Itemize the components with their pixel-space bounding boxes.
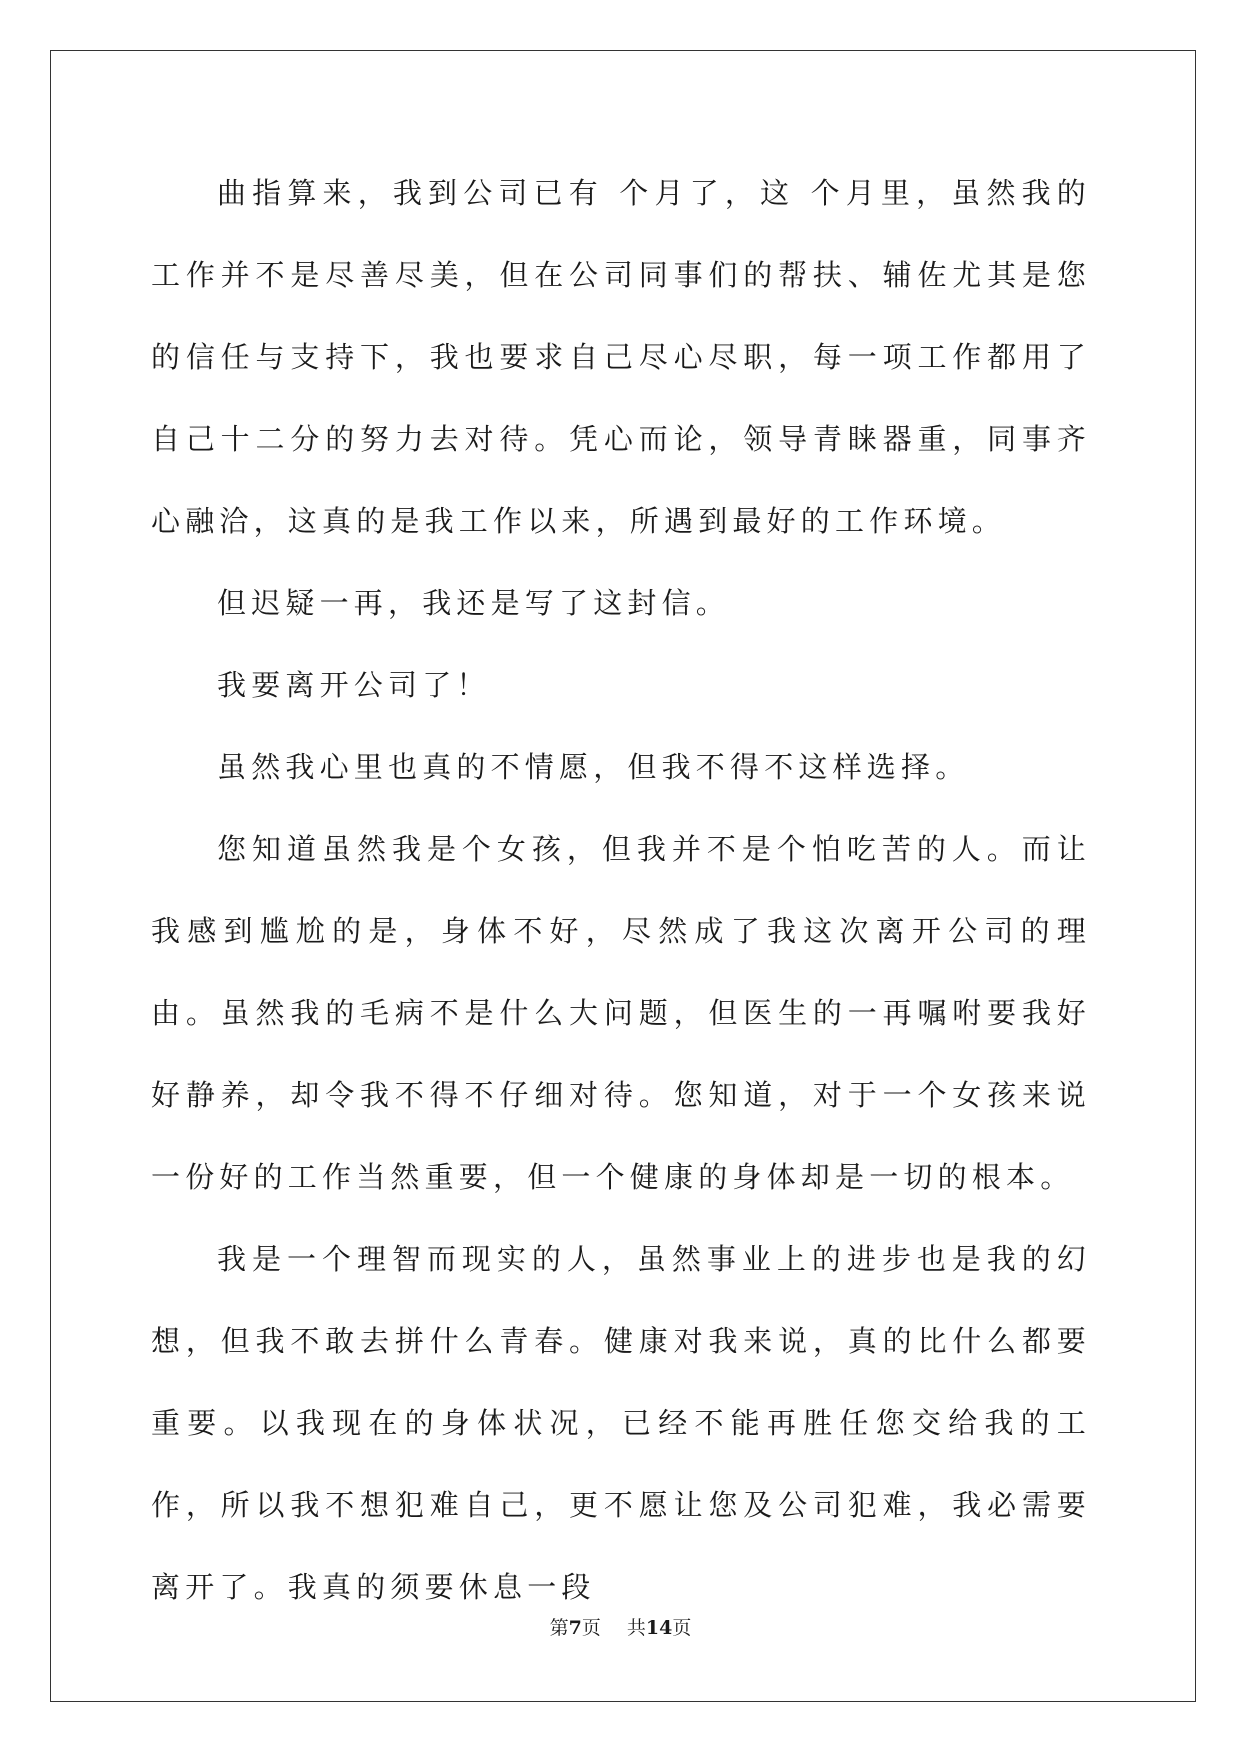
- paragraph: 我是一个理智而现实的人，虽然事业上的进步也是我的幻想，但我不敢去拼什么青春。健康对我来说，真的比什么都要重要。以我现在的身体状况，已经不能再胜任您交给我的工作，所以我不想犯难自己，更不愿让您及公司犯难，我必需要离开了。我真的须要休息一段: [151, 1242, 1091, 1604]
- paragraph: 曲指算来，我到公司已有 个月了，这 个月里，虽然我的工作并不是尽善尽美，但在公司同事们的帮扶、辅佐尤其是您的信任与支持下，我也要求自己尽心尽职，每一项工作都用了自己十二分的努力去对待。凭心而论，领导青睐器重，同事齐心融洽，这真的是我工作以来，所遇到最好的工作环境。: [151, 176, 1091, 538]
- total-page-count: 14: [645, 1617, 673, 1639]
- paragraph: 但迟疑一再，我还是写了这封信。: [217, 586, 731, 620]
- paragraph: 虽然我心里也真的不情愿，但我不得不这样选择。: [217, 750, 970, 784]
- total-suffix: 页: [672, 1617, 692, 1639]
- paragraph: 您知道虽然我是个女孩，但我并不是个怕吃苦的人。而让我感到尴尬的是，身体不好，尽然成了我这次离开公司的理由。虽然我的毛病不是什么大问题，但医生的一再嘱咐要我好好静养，却令我不得不仔细对待。您知道，对于一个女孩来说一份好的工作当然重要，但一个健康的身体却是一切的根本。: [151, 832, 1091, 1194]
- page-suffix: 页: [581, 1617, 601, 1639]
- document-body: [151, 152, 1091, 1628]
- paragraph: 我要离开公司了！: [217, 668, 491, 702]
- page-prefix: 第: [549, 1617, 569, 1639]
- page-footer: [0, 1614, 1241, 1642]
- total-prefix: 共: [626, 1617, 646, 1639]
- current-page-number: 7: [568, 1617, 582, 1639]
